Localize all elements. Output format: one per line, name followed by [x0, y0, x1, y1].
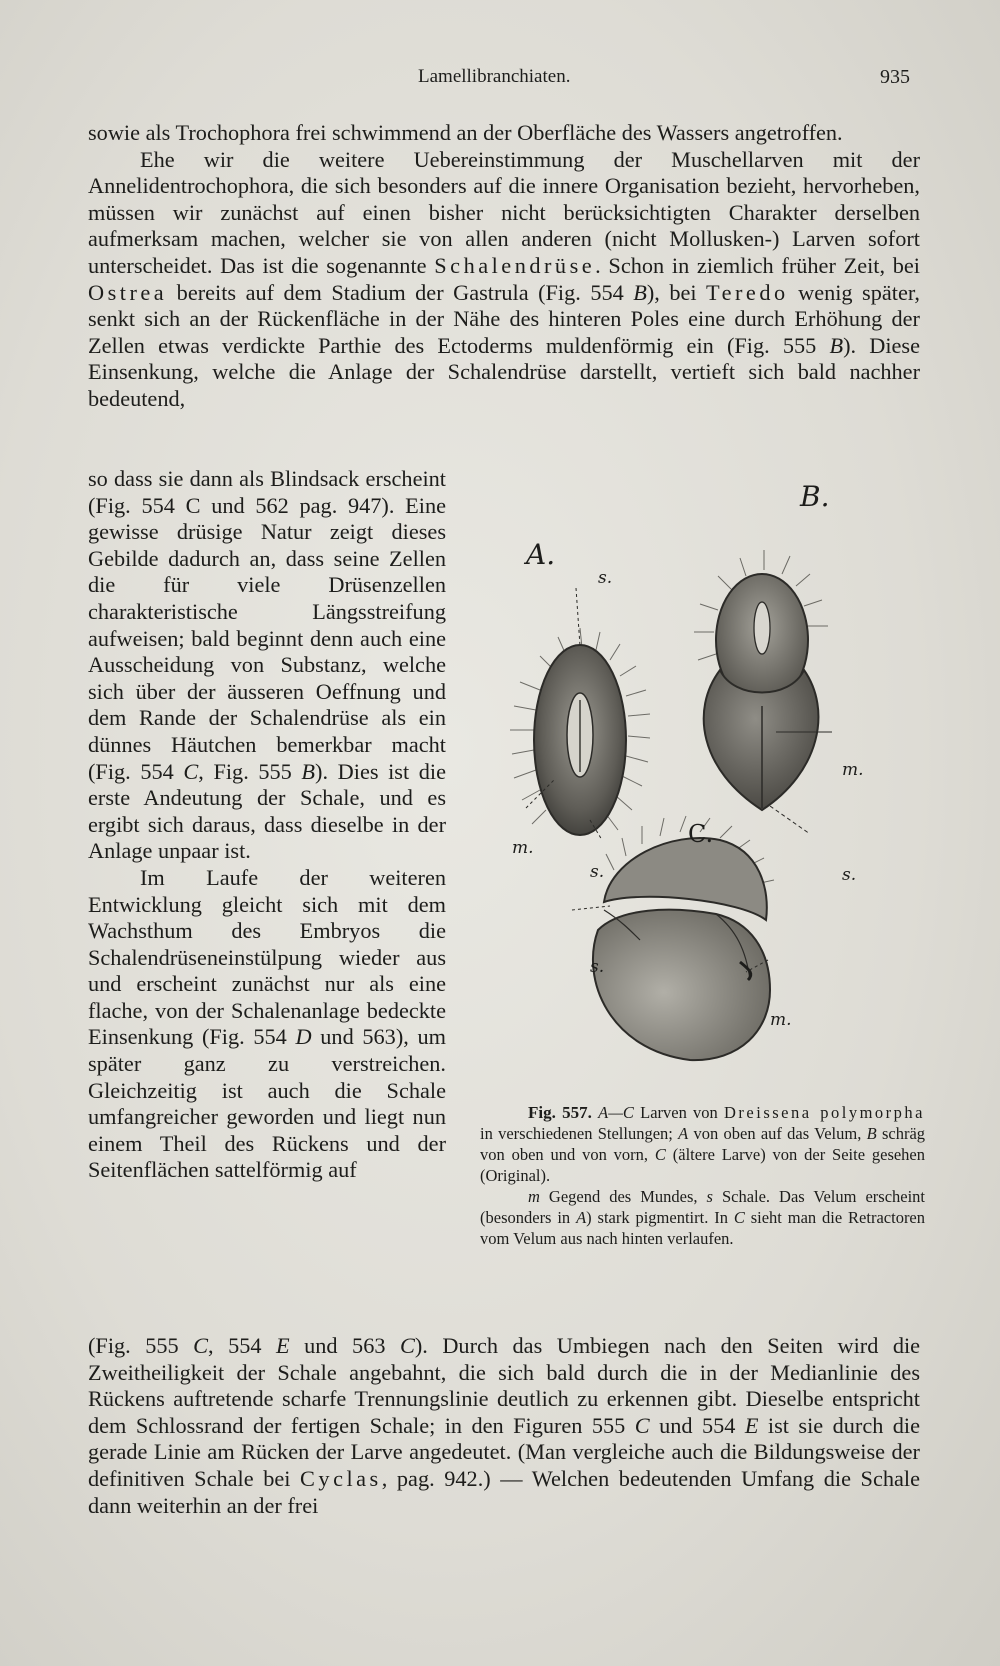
larva-b	[694, 550, 832, 834]
caption-text: schräg von oben und von vorn,	[480, 1124, 926, 1164]
text-run: ). Durch das Umbiegen nach den Seiten wird die Zweitheiligkeit der Schale angebahnt, die sich bald durch die in der Medianlinie des Rückens auftretende scharfe Trennungslinie deutlich zu erkennen gibt. Dieselbe entspricht dem Schlossrand der fertigen Schale; in den Figuren 555	[88, 1333, 921, 1438]
text-run: so dass sie dann als Blindsack erscheint (Fig. 554 C und 562 pag. 947). Eine gewisse drüsige Natur zeigt dieses Gebilde dadurch an, dass seine Zellen die für viele Drüsenzellen charakteristische Längsstreifung aufweisen; bald beginnt denn auch eine Ausscheidung von Substanz, welche sich über der äusseren Oeffnung und dem Rande der Schalendrüse als ein dünnes Häutchen bemerkbar macht (Fig. 554	[88, 466, 446, 784]
text-run: und 563	[304, 1333, 386, 1358]
figure-ref: C	[634, 1412, 650, 1438]
text-block-top	[88, 120, 920, 413]
text-run: Im Laufe der weiteren Entwicklung gleicht sich mit dem Wachsthum des Embryos die Schalendrüseneinstülpung wieder aus und erscheint zunächst nur als eine flache, von der Schalenanlage bedeckte Einsenkung (Fig. 554	[88, 864, 446, 1050]
label-s-a-top: s.	[598, 568, 613, 588]
text-run: , Fig. 555	[198, 758, 292, 784]
caption-ref: A—C	[598, 1103, 634, 1122]
running-title: Lamellibranchiaten.	[418, 66, 571, 87]
text-run: , 554	[208, 1333, 262, 1358]
text-run: und 563), um später ganz zu verstreichen. Gleichzeitig ist auch die Schale umfangreicher geworden und liegt nun einem Theil des Rückens und der Seitenflächen sattelförmig auf	[88, 1024, 446, 1183]
caption-ref: A	[678, 1124, 689, 1143]
text-run: , pag. 942.) — Welchen bedeutenden Umfang die Schale dann weiterhin an der frei	[88, 1465, 920, 1518]
term-teredo: Teredo	[706, 279, 789, 305]
term-cyclas: Cyclas	[300, 1465, 382, 1491]
figure-ref: C	[183, 758, 199, 784]
page-number: 935	[880, 66, 910, 88]
caption-text: Gegend des Mundes,	[548, 1187, 698, 1206]
caption-ref: A	[576, 1208, 587, 1227]
text-run: ). Diese Einsenkung, welche die Anlage der Schalendrüse darstellt, vertieft sich bald nachher bedeutend,	[88, 332, 920, 411]
text-run: Ehe wir die weitere Uebereinstimmung der Muschellarven mit der Annelidentrochophora, die sich besonders auf die innere Organisation bezieht, hervorheben, müssen wir zunächst auf einen bisher nicht berücksichtigten Charakter derselben aufmerksam machen, welcher sie von allen anderen (nicht Mollusken-) Larven sofort unterscheidet. Das ist die sogenannte	[88, 146, 920, 278]
term-schalendruese: Schalendrüse	[434, 252, 596, 278]
figure-label-c: C.	[688, 820, 714, 848]
caption-text: Larven von	[640, 1103, 718, 1122]
text-run: ). Dies ist die erste Andeutung der Schale, und es ergibt sich daraus, dass dieselbe in der Anlage unpaar ist.	[88, 758, 447, 864]
caption-paragraph-1	[480, 1102, 925, 1186]
figure-557	[470, 480, 940, 1110]
text-run: (Fig. 555	[88, 1333, 179, 1358]
figure-label-b: B.	[800, 480, 830, 513]
larvae-illustration	[470, 510, 940, 1110]
figure-ref: E	[276, 1333, 290, 1358]
caption-ref: s	[706, 1187, 713, 1206]
figure-ref: B	[301, 758, 316, 784]
figure-ref: C	[399, 1333, 415, 1358]
caption-species: Dreissena polymorpha	[724, 1103, 925, 1122]
caption-text: Schale. Das Velum erscheint (besonders in	[480, 1187, 926, 1227]
text-run: ), bei	[646, 279, 697, 305]
caption-text: ) stark pigmentirt. In	[586, 1208, 728, 1227]
caption-ref: m	[528, 1187, 540, 1206]
text-run: bereits auf dem Stadium der Gastrula (Fig. 554	[176, 279, 624, 305]
paragraph-2	[88, 147, 920, 413]
text-block-narrow	[88, 466, 446, 1184]
term-ostrea: Ostrea	[88, 279, 168, 305]
paragraph-1: sowie als Trochophora frei schwimmend an der Oberfläche des Wassers angetroffen.	[88, 120, 843, 145]
text-run: ist sie durch die gerade Linie am Rücken der Larve angedeutet. (Man vergleiche auch die Bildungsweise der definitiven Schale bei	[88, 1412, 921, 1491]
label-m-a: m.	[512, 838, 534, 858]
text-run: wenig später, senkt sich an der Rückenfläche in der Nähe des hinteren Poles eine durch Erhöhung der Zellen etwas verdickte Parthie des Ectoderms muldenförmig ein (Fig. 555	[88, 279, 920, 358]
caption-ref: C	[733, 1208, 745, 1227]
text-block-bottom	[88, 1333, 920, 1519]
caption-text: (ältere Larve) von der Seite gesehen (Original).	[480, 1145, 926, 1185]
caption-ref: B	[866, 1124, 877, 1143]
caption-figure-number: Fig. 557.	[528, 1103, 592, 1122]
caption-text: in verschiedenen Stellungen;	[480, 1124, 673, 1143]
caption-text: von oben auf das Velum,	[693, 1124, 862, 1143]
caption-text: sieht man die Retractoren vom Velum aus nach hinten verlaufen.	[480, 1208, 926, 1248]
paragraph-2-continued	[88, 466, 446, 865]
larva-c	[593, 816, 774, 1060]
figure-label-a: A.	[526, 538, 556, 571]
caption-paragraph-2	[480, 1186, 925, 1249]
figure-caption	[480, 1102, 925, 1249]
figure-ref: B	[633, 279, 647, 305]
paragraph-3-continued	[88, 1333, 920, 1519]
figure-ref: D	[295, 1024, 312, 1050]
figure-ref: B	[829, 332, 844, 358]
label-s-a-bottom: s.	[590, 862, 605, 882]
caption-ref: C	[654, 1145, 666, 1164]
label-s-c: s.	[590, 957, 605, 977]
larva-a	[510, 628, 650, 835]
paragraph-3	[88, 865, 446, 1184]
label-m-c: m.	[770, 1010, 792, 1030]
label-s-b: s.	[842, 865, 857, 885]
page-header	[0, 66, 1000, 96]
label-m-b: m.	[842, 760, 864, 780]
figure-ref: C	[193, 1333, 209, 1358]
text-run: . Schon in ziemlich früher Zeit, bei	[595, 252, 920, 278]
figure-ref: E	[744, 1412, 759, 1438]
text-run: und 554	[659, 1412, 736, 1438]
